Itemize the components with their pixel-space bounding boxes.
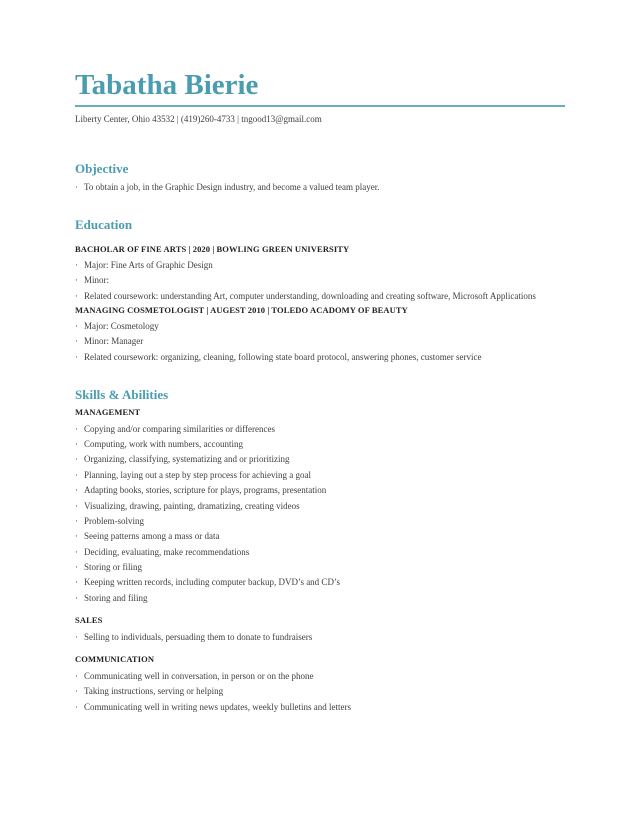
objective-list bbox=[75, 182, 565, 193]
resume-page bbox=[75, 68, 565, 717]
list-item: · Adapting books, stories, scripture for plays, programs, presentation bbox=[75, 485, 565, 496]
list-item: · Keeping written records, including computer backup, DVD’s and CD’s bbox=[75, 577, 565, 588]
list-item: · Storing and filing bbox=[75, 593, 565, 604]
skill-group-heading: MANAGEMENT bbox=[75, 406, 141, 417]
list-item: · Minor: bbox=[75, 275, 565, 286]
list-item: · Related coursework: organizing, cleaning, following state board protocol, answering phones, customer service bbox=[75, 352, 565, 363]
list-item: · Organizing, classifying, systematizing and or prioritizing bbox=[75, 454, 565, 465]
skill-group-heading: COMMUNICATION bbox=[75, 653, 155, 664]
contact-info: Liberty Center, Ohio 43532 | (419)260-4733 | tngood13@gmail.com bbox=[75, 114, 322, 124]
skills-section bbox=[75, 387, 565, 713]
list-item: · Storing or filing bbox=[75, 562, 565, 573]
skill-group-heading: SALES bbox=[75, 614, 103, 625]
objective-section bbox=[75, 161, 565, 193]
list-item: · Copying and/or comparing similarities or differences bbox=[75, 424, 565, 435]
list-item: · Communicating well in writing news updates, weekly bulletins and letters bbox=[75, 702, 565, 713]
header-divider bbox=[75, 105, 565, 107]
candidate-name: Tabatha Bierie bbox=[75, 69, 259, 101]
skill-group-list bbox=[75, 424, 565, 604]
list-item: · Communicating well in conversation, in person or on the phone bbox=[75, 671, 565, 682]
education-section bbox=[75, 217, 565, 363]
skill-group-list bbox=[75, 671, 565, 713]
skills-heading: Skills & Abilities bbox=[75, 386, 169, 402]
education-entry-list bbox=[75, 260, 565, 302]
list-item: · Selling to individuals, persuading them to donate to fundraisers bbox=[75, 632, 565, 643]
skill-group-list bbox=[75, 632, 565, 643]
list-item: · To obtain a job, in the Graphic Design industry, and become a valued team player. bbox=[75, 182, 565, 193]
list-item: · Problem-solving bbox=[75, 516, 565, 527]
list-item: · Deciding, evaluating, make recommendations bbox=[75, 547, 565, 558]
education-entry-heading: BACHOLAR OF FINE ARTS | 2020 | BOWLING GREEN UNIVERSITY bbox=[75, 244, 350, 254]
list-item: · Major: Fine Arts of Graphic Design bbox=[75, 260, 565, 271]
list-item: · Seeing patterns among a mass or data bbox=[75, 531, 565, 542]
list-item: · Visualizing, drawing, painting, dramatizing, creating videos bbox=[75, 501, 565, 512]
objective-heading: Objective bbox=[75, 161, 129, 176]
education-heading: Education bbox=[75, 217, 133, 232]
list-item: · Computing, work with numbers, accounting bbox=[75, 439, 565, 450]
education-entry-heading: MANAGING COSMETOLOGIST | AUGEST 2010 | TOLEDO ACADOMY OF BEAUTY bbox=[75, 304, 408, 315]
list-item: · Minor: Manager bbox=[75, 336, 565, 347]
list-item: · Major: Cosmetology bbox=[75, 321, 565, 332]
list-item: · Taking instructions, serving or helping bbox=[75, 686, 565, 697]
list-item: · Related coursework: understanding Art, computer understanding, downloading and creating software, Microsoft Applications bbox=[75, 291, 565, 302]
list-item: · Planning, laying out a step by step process for achieving a goal bbox=[75, 470, 565, 481]
education-entry-list bbox=[75, 321, 565, 363]
